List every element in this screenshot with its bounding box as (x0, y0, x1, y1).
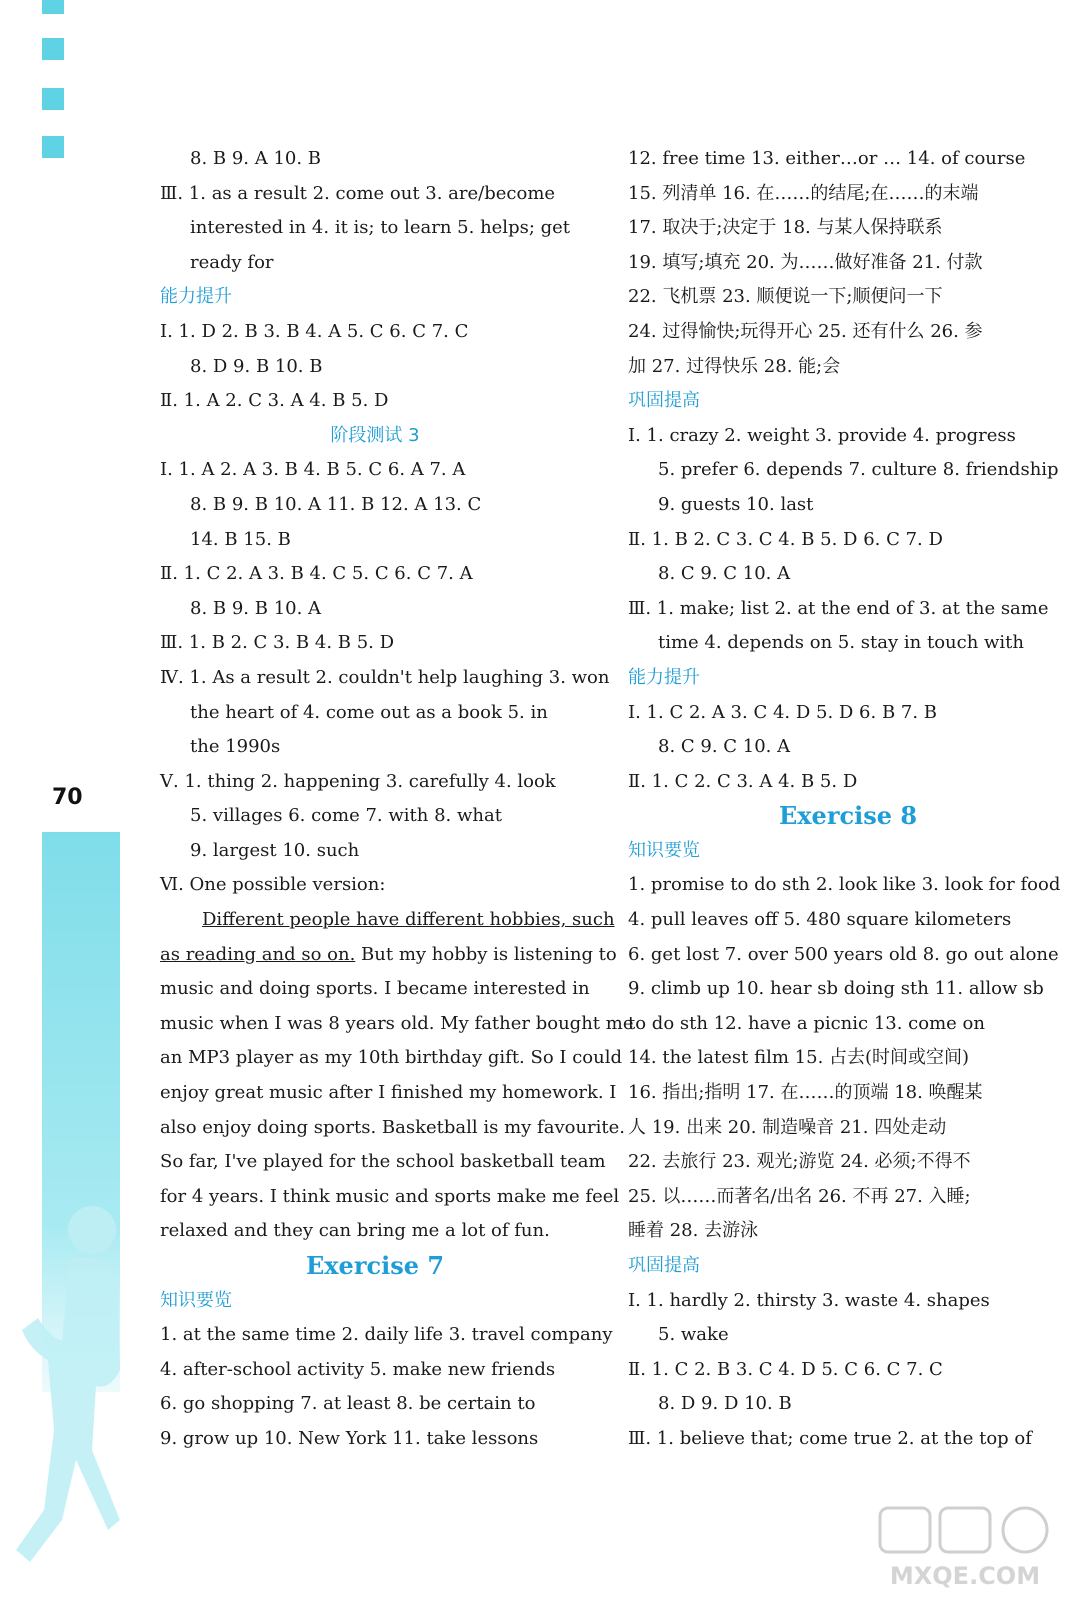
exercise-heading: Exercise 8 (778, 801, 918, 831)
answer-line: 12. free time 13. either…or … 14. of course (628, 148, 1026, 169)
essay-line (160, 938, 617, 973)
watermark-logo (860, 1502, 1070, 1592)
answer-line: Ⅲ. 1. believe that; come true 2. at the top of (628, 1427, 1032, 1449)
answer-line: 4. pull leaves off 5. 480 square kilometers (628, 909, 1012, 931)
section-heading: 能力提升 (628, 666, 700, 688)
answer-line: 8. C 9. C 10. A (658, 563, 791, 585)
answer-line: 人 19. 出来 20. 制造噪音 21. 四处走动 (628, 1116, 947, 1138)
answer-line: 22. 去旅行 23. 观光;游览 24. 必须;不得不 (628, 1151, 971, 1173)
answer-line: 8. B 9. A 10. B (190, 148, 322, 169)
answer-line: 8. B 9. B 10. A (190, 597, 322, 619)
answer-line: Ⅲ. 1. make; list 2. at the end of 3. at the same (628, 597, 1049, 619)
answer-line: 8. B 9. B 10. A 11. B 12. A 13. C (190, 493, 482, 515)
answer-line: Ⅲ. 1. B 2. C 3. B 4. B 5. D (160, 632, 395, 654)
answer-line: Ⅱ. 1. C 2. A 3. B 4. C 5. C 6. C 7. A (160, 563, 473, 585)
answer-line: Ⅰ. 1. C 2. A 3. C 4. D 5. D 6. B 7. B (628, 701, 938, 723)
essay-text: But my hobby is listening to (361, 943, 617, 965)
answer-line: 8. C 9. C 10. A (658, 736, 791, 758)
sidebar-square (42, 38, 64, 60)
answer-line: Ⅰ. 1. crazy 2. weight 3. provide 4. progress (628, 424, 1016, 446)
answer-line: Ⅵ. One possible version: (160, 874, 386, 896)
answer-line: 9. climb up 10. hear sb doing sth 11. allow sb (628, 978, 1044, 1000)
answer-line: 9. largest 10. such (190, 839, 360, 861)
essay-line: an MP3 player as my 10th birthday gift. So I could (160, 1047, 623, 1069)
answer-line: 4. after-school activity 5. make new friends (160, 1358, 556, 1380)
answer-line: 6. go shopping 7. at least 8. be certain to (160, 1393, 536, 1415)
answer-line: Ⅱ. 1. B 2. C 3. C 4. B 5. D 6. C 7. D (628, 528, 943, 550)
answer-line: the heart of 4. come out as a book 5. in (190, 701, 548, 723)
essay-line: Different people have different hobbies, such (202, 909, 615, 931)
watermark-text: MXQE.COM (889, 1562, 1041, 1590)
essay-underlined: as reading and so on. (160, 943, 356, 965)
answer-line: 1. promise to do sth 2. look like 3. look for food (628, 874, 1061, 896)
answer-line: Ⅱ. 1. C 2. C 3. A 4. B 5. D (628, 770, 858, 792)
answer-line: 6. get lost 7. over 500 years old 8. go out alone (628, 943, 1059, 965)
answer-line: Ⅰ. 1. A 2. A 3. B 4. B 5. C 6. A 7. A (160, 459, 466, 481)
answer-line: 24. 过得愉快;玩得开心 25. 还有什么 26. 参 (628, 320, 983, 342)
answer-line: time 4. depends on 5. stay in touch with (658, 632, 1025, 654)
answer-line: 5. villages 6. come 7. with 8. what (190, 805, 502, 827)
essay-line: also enjoy doing sports. Basketball is my favourite. (160, 1116, 626, 1138)
answer-line: 5. prefer 6. depends 7. culture 8. friendship (658, 459, 1059, 481)
answer-line: 9. grow up 10. New York 11. take lessons (160, 1427, 539, 1449)
answer-line: 25. 以……而著名/出名 26. 不再 27. 入睡; (628, 1185, 971, 1207)
answer-line: 14. the latest film 15. 占去(时间或空间) (628, 1047, 970, 1069)
answer-line: 19. 填写;填充 20. 为……做好准备 21. 付款 (628, 251, 983, 273)
answer-line: 5. wake (658, 1324, 729, 1346)
section-heading: 知识要览 (628, 839, 700, 861)
answer-line: 22. 飞机票 23. 顺便说一下;顺便问一下 (628, 286, 943, 308)
left-column (160, 142, 634, 1457)
answer-line: 14. B 15. B (190, 528, 291, 550)
answer-line: Ⅳ. 1. As a result 2. couldn't help laughing 3. won (160, 666, 610, 688)
page-number: 70 (52, 785, 83, 810)
section-heading: 知识要览 (160, 1289, 232, 1311)
sidebar-square (42, 88, 64, 110)
answer-line: 加 27. 过得快乐 28. 能;会 (628, 355, 841, 377)
answer-line: 15. 列清单 16. 在……的结尾;在……的末端 (628, 182, 979, 204)
answer-line: 8. D 9. D 10. B (658, 1393, 792, 1415)
section-heading: 巩固提高 (628, 1255, 700, 1276)
sidebar-square (42, 0, 64, 14)
essay-line: So far, I've played for the school basketball team (160, 1151, 606, 1173)
section-heading: 巩固提高 (628, 390, 700, 412)
answer-line: 17. 取决于;决定于 18. 与某人保持联系 (628, 217, 943, 239)
answer-line: the 1990s (190, 736, 281, 758)
answer-line: Ⅱ. 1. C 2. B 3. C 4. D 5. C 6. C 7. C (628, 1358, 943, 1380)
answer-line: ready for (190, 251, 274, 273)
answer-line: Ⅴ. 1. thing 2. happening 3. carefully 4. look (160, 770, 556, 792)
section-heading: 能力提升 (160, 286, 232, 308)
essay-line: for 4 years. I think music and sports make me feel (160, 1185, 620, 1207)
answer-line: 睡着 28. 去游泳 (628, 1220, 759, 1242)
essay-line: music and doing sports. I became interested in (160, 978, 590, 1000)
sidebar-square (42, 136, 64, 158)
answer-line: Ⅰ. 1. D 2. B 3. B 4. A 5. C 6. C 7. C (160, 320, 469, 342)
answer-line: 9. guests 10. last (658, 493, 814, 515)
answer-line: Ⅲ. 1. as a result 2. come out 3. are/become (160, 182, 556, 204)
stage-test-heading: 阶段测试 3 (330, 424, 420, 446)
answer-line: 8. D 9. B 10. B (190, 355, 323, 377)
right-column (628, 142, 1068, 1457)
answer-line: 1. at the same time 2. daily life 3. travel company (160, 1324, 613, 1346)
answer-line: to do sth 12. have a picnic 13. come on (628, 1012, 985, 1034)
answer-line: 16. 指出;指明 17. 在……的顶端 18. 唤醒某 (628, 1082, 983, 1104)
answer-line: interested in 4. it is; to learn 5. helps; get (190, 217, 571, 239)
essay-line: enjoy great music after I finished my homework. I (160, 1082, 617, 1104)
essay-line: relaxed and they can bring me a lot of fun. (160, 1220, 550, 1242)
runner-silhouette-image (0, 1190, 150, 1590)
answer-line: Ⅱ. 1. A 2. C 3. A 4. B 5. D (160, 390, 389, 412)
exercise-heading: Exercise 7 (305, 1251, 445, 1280)
answer-line: Ⅰ. 1. hardly 2. thirsty 3. waste 4. shapes (628, 1289, 990, 1311)
essay-line: music when I was 8 years old. My father bought me (160, 1012, 634, 1034)
